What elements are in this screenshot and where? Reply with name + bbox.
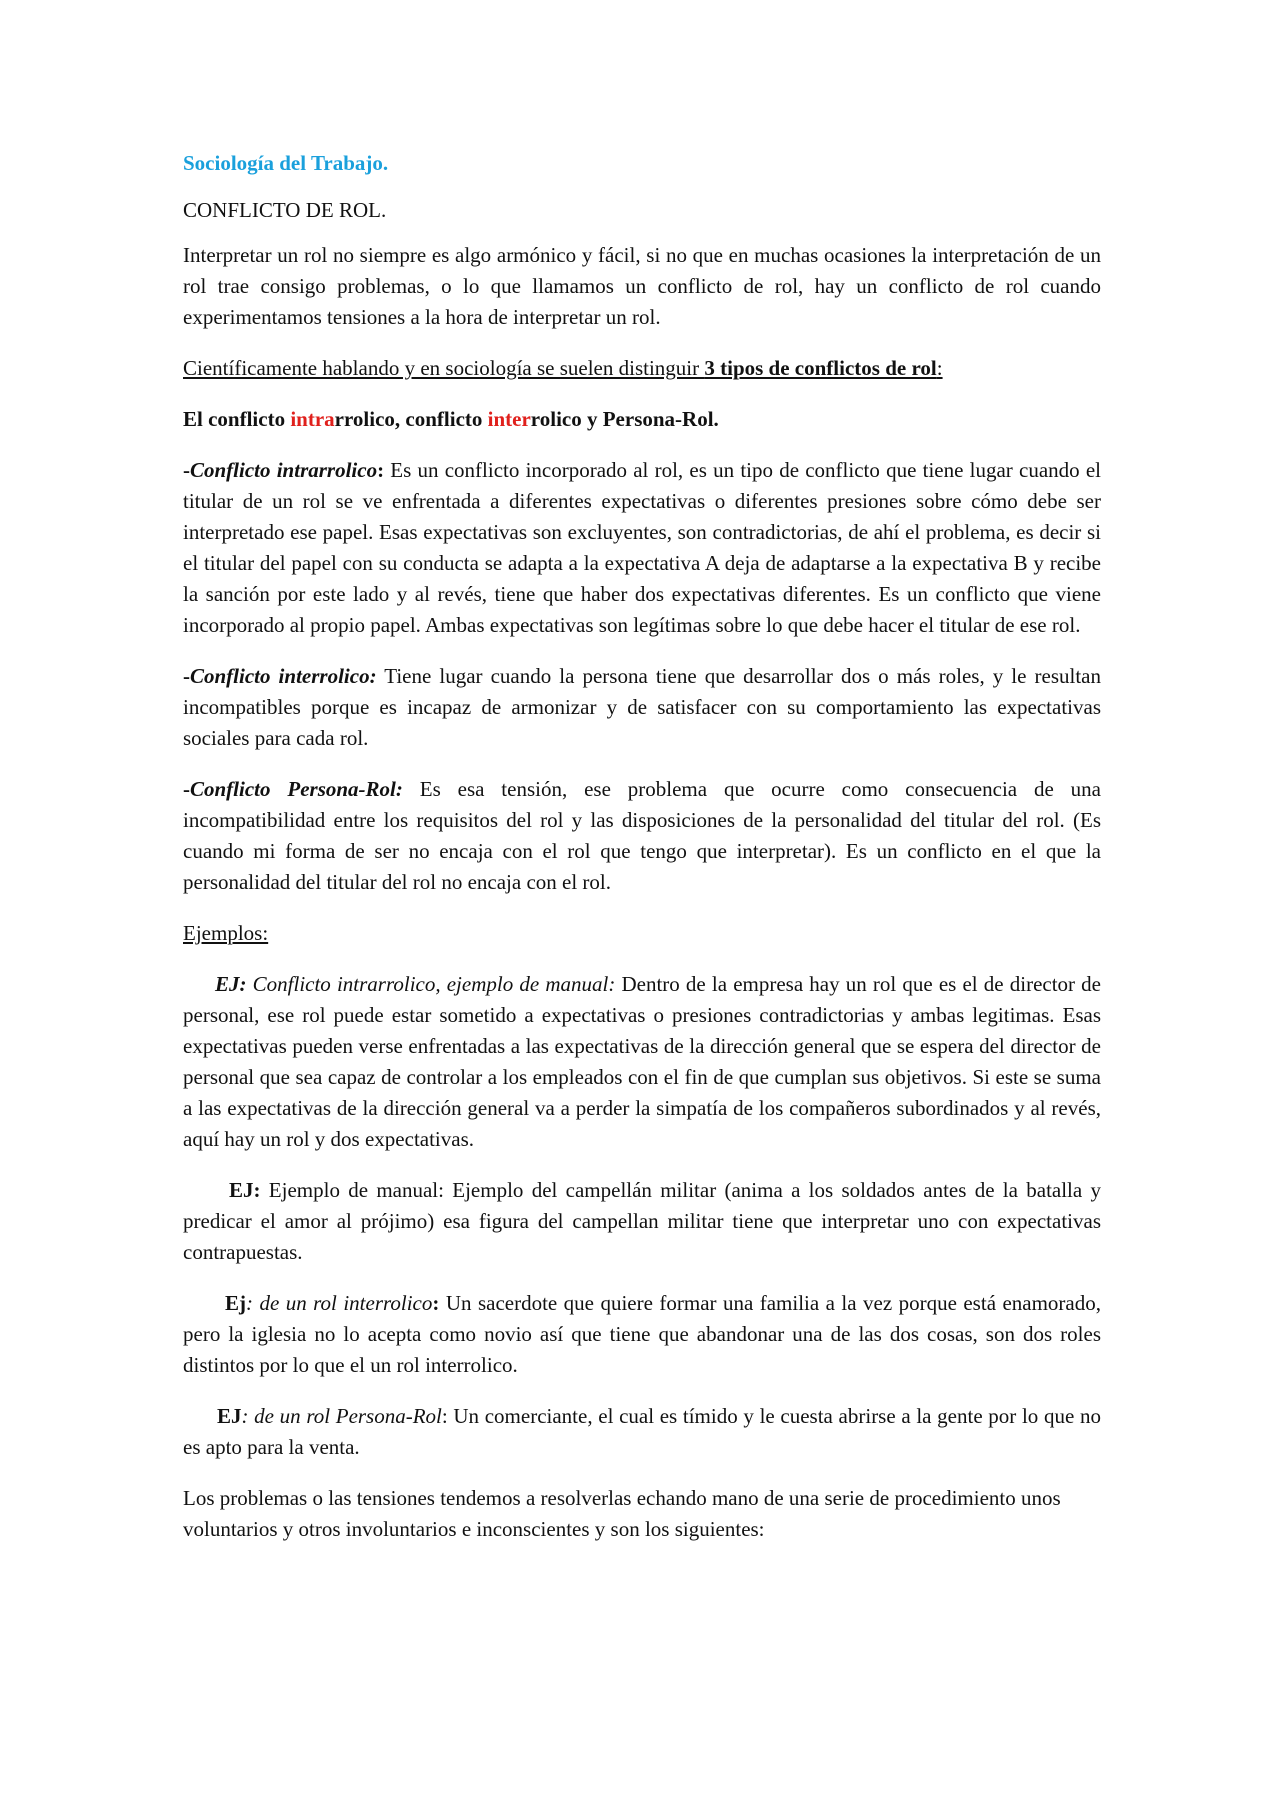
definition-label: Conflicto Persona-Rol:	[190, 777, 403, 801]
example-3: Ej: de un rol interrolico: Un sacerdote que quiere formar una familia a la vez porque está enamorado, pero la iglesia no lo acepta como novio así que tiene que abandonar una de las dos cosas, son dos roles distintos por lo que el un rol interrolico.	[183, 1291, 1101, 1377]
definition-intrarrolico: -Conflicto intrarrolico: Es un conflicto incorporado al rol, es un tipo de conflicto que tiene lugar cuando el titular de un rol se ve enfrentada a diferentes expectativas o diferentes presiones sobre cómo debe ser interpretado ese papel. Esas expectativas son excluyentes, son contradictorias, de ahí el problema, es decir si el titular del papel con su conducta se adapta a la expectativa A deja de adaptarse a la expectativa B y recibe la sanción por este lado y al revés, tiene que haber dos expectativas diferentes. Es un conflicto que viene incorporado al propio papel. Ambas expectativas son legítimas sobre lo que debe hacer el titular de ese rol.	[183, 458, 1102, 637]
types-list: El conflicto intrarrolico, conflicto interrolico y Persona-Rol.	[183, 407, 719, 431]
definition-label: Conflicto intrarrolico	[190, 458, 378, 482]
definition-label: Conflicto interrolico:	[190, 664, 377, 688]
example-1: EJ: Conflicto intrarrolico, ejemplo de manual: Dentro de la empresa hay un rol que es el de director de personal, ese rol puede estar sometido a expectativas o presiones contradictorias y ambas legitimas. Esas expectativas pueden verse enfrentadas a las expectativas de la dirección general que se espera del director de personal que sea capaz de controlar a los empleados con el fin de que cumplan sus objetivos. Si este se suma a las expectativas de la dirección general va a perder la simpatía de los compañeros subordinados y al revés, aquí hay un rol y dos expectativas.	[183, 972, 1101, 1151]
inter-highlight: inter	[487, 407, 531, 431]
types-line	[183, 353, 1101, 384]
definition-persona-rol: -Conflicto Persona-Rol: Es esa tensión, ese problema que ocurre como consecuencia de una incompatibilidad entre los requisitos del rol y las disposiciones de la personalidad del titular del rol. (Es cuando mi forma de ser no encaja con el rol que tengo que interpretar). Es un conflicto en el que la personalidad del titular del rol no encaja con el rol.	[183, 777, 1101, 894]
example-2: EJ: Ejemplo de manual: Ejemplo del campellán militar (anima a los soldados antes de la batalla y predicar el amor al prójimo) esa figura del campellan militar tiene que interpretar uno con expectativas contrapuestas.	[183, 1178, 1101, 1264]
examples-heading: Ejemplos:	[183, 921, 269, 945]
definition-interrolico: -Conflicto interrolico: Tiene lugar cuando la persona tiene que desarrollar dos o más roles, y le resultan incompatibles porque es incapaz de armonizar y de satisfacer con su comportamiento las expectativas sociales para cada rol.	[183, 664, 1101, 750]
intro-paragraph: Interpretar un rol no siempre es algo armónico y fácil, si no que en muchas ocasiones la interpretación de un rol trae consigo problemas, o lo que llamamos un conflicto de rol, hay un conflicto de rol cuando experimentamos tensiones a la hora de interpretar un rol.	[183, 243, 1101, 329]
types-line-text: Científicamente hablando y en sociología se suelen distinguir 3 tipos de conflictos de rol:	[183, 356, 943, 380]
closing-paragraph: Los problemas o las tensiones tendemos a resolverlas echando mano de una serie de procedimiento unos voluntarios y otros involuntarios e inconscientes y son los siguientes:	[183, 1486, 1061, 1541]
section-heading: CONFLICTO DE ROL.	[183, 198, 387, 222]
example-4: EJ: de un rol Persona-Rol: Un comerciante, el cual es tímido y le cuesta abrirse a la gente por lo que no es apto para la venta.	[183, 1404, 1101, 1459]
intra-highlight: intra	[290, 407, 335, 431]
document-page	[183, 148, 1101, 1565]
document-title: Sociología del Trabajo.	[183, 151, 389, 175]
